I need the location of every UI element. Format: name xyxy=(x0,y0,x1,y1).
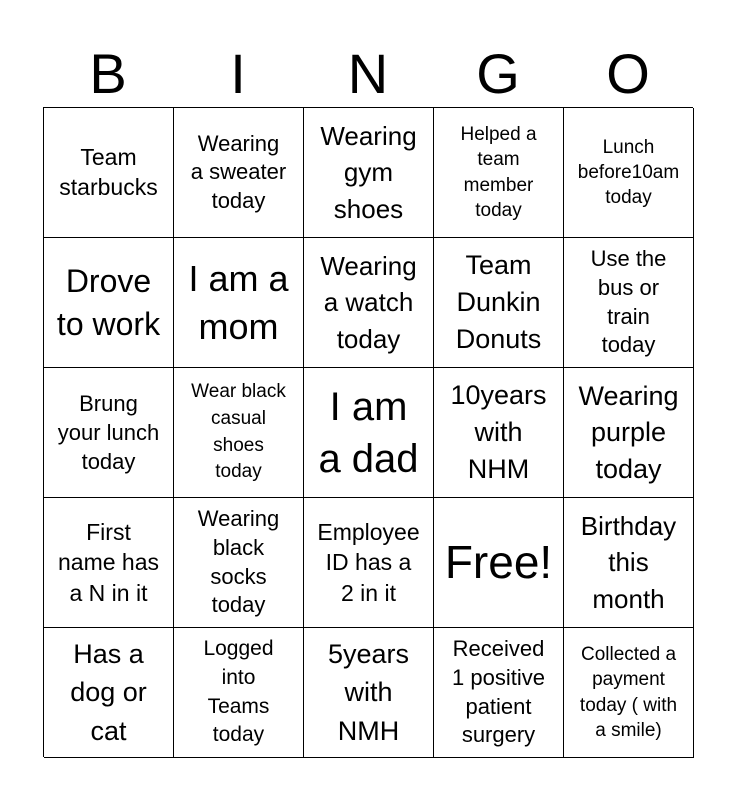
bingo-cell[interactable] xyxy=(304,368,434,498)
bingo-board xyxy=(43,107,693,757)
bingo-cell[interactable] xyxy=(564,628,694,758)
bingo-cell[interactable] xyxy=(434,108,564,238)
bingo-cell[interactable] xyxy=(44,498,174,628)
bingo-cell[interactable] xyxy=(564,498,694,628)
bingo-cell[interactable] xyxy=(304,238,434,368)
bingo-cell[interactable] xyxy=(174,628,304,758)
cell-text: Birthday this month xyxy=(580,510,677,614)
cell-text: First name has a N in it xyxy=(57,518,159,606)
cell-text: Wearing black socks today xyxy=(197,506,280,618)
bingo-cell[interactable] xyxy=(44,238,174,368)
cell-text: Use the bus or train today xyxy=(590,246,667,358)
bingo-cell[interactable] xyxy=(304,628,434,758)
cell-text: Team Dunkin Donuts xyxy=(455,250,542,354)
cell-text: Employee ID has a 2 in it xyxy=(317,518,420,606)
bingo-cell[interactable] xyxy=(304,108,434,238)
header-letter-n: N xyxy=(347,42,389,105)
cell-text: Logged into Teams today xyxy=(203,636,274,747)
header-letter-b: B xyxy=(89,42,127,105)
header-letter-g: G xyxy=(476,42,520,105)
bingo-cell[interactable] xyxy=(174,238,304,368)
bingo-cell[interactable] xyxy=(174,498,304,628)
cell-text: I am a dad xyxy=(318,384,419,481)
header-letter-i: I xyxy=(230,42,246,105)
bingo-cell[interactable] xyxy=(174,368,304,498)
cell-text: Wear black casual shoes today xyxy=(191,380,286,483)
cell-text: Lunch before10am today xyxy=(577,136,680,209)
cell-text: Helped a team member today xyxy=(460,123,537,221)
bingo-header xyxy=(43,40,693,108)
bingo-cell[interactable] xyxy=(434,498,564,628)
cell-text: Wearing purple today xyxy=(578,380,679,484)
bingo-cell[interactable] xyxy=(44,368,174,498)
bingo-cell[interactable] xyxy=(304,498,434,628)
bingo-cell[interactable] xyxy=(44,108,174,238)
bingo-cell[interactable] xyxy=(434,368,564,498)
cell-text: Brung your lunch today xyxy=(57,390,160,475)
cell-text: Wearing a sweater today xyxy=(190,130,287,213)
cell-text: Wearing gym shoes xyxy=(320,120,417,224)
cell-text: Team starbucks xyxy=(59,144,158,200)
bingo-cell[interactable] xyxy=(434,628,564,758)
free-space: Free! xyxy=(444,535,553,588)
cell-text: 10years with NHM xyxy=(450,379,547,485)
cell-text: Drove to work xyxy=(56,263,161,342)
bingo-cell[interactable] xyxy=(434,238,564,368)
bingo-cell[interactable] xyxy=(564,238,694,368)
cell-text: Wearing a watch today xyxy=(320,250,417,354)
cell-text: I am a mom xyxy=(188,257,289,347)
bingo-cell[interactable] xyxy=(564,108,694,238)
bingo-cell[interactable] xyxy=(174,108,304,238)
header-letter-o: O xyxy=(606,42,650,105)
cell-text: Collected a payment today ( with a smile) xyxy=(579,643,678,741)
cell-text: Received 1 positive patient surgery xyxy=(452,636,545,748)
cell-text: 5years with NMH xyxy=(327,638,410,746)
bingo-cell[interactable] xyxy=(44,628,174,758)
cell-text: Has a dog or cat xyxy=(70,638,147,746)
bingo-cell[interactable] xyxy=(564,368,694,498)
